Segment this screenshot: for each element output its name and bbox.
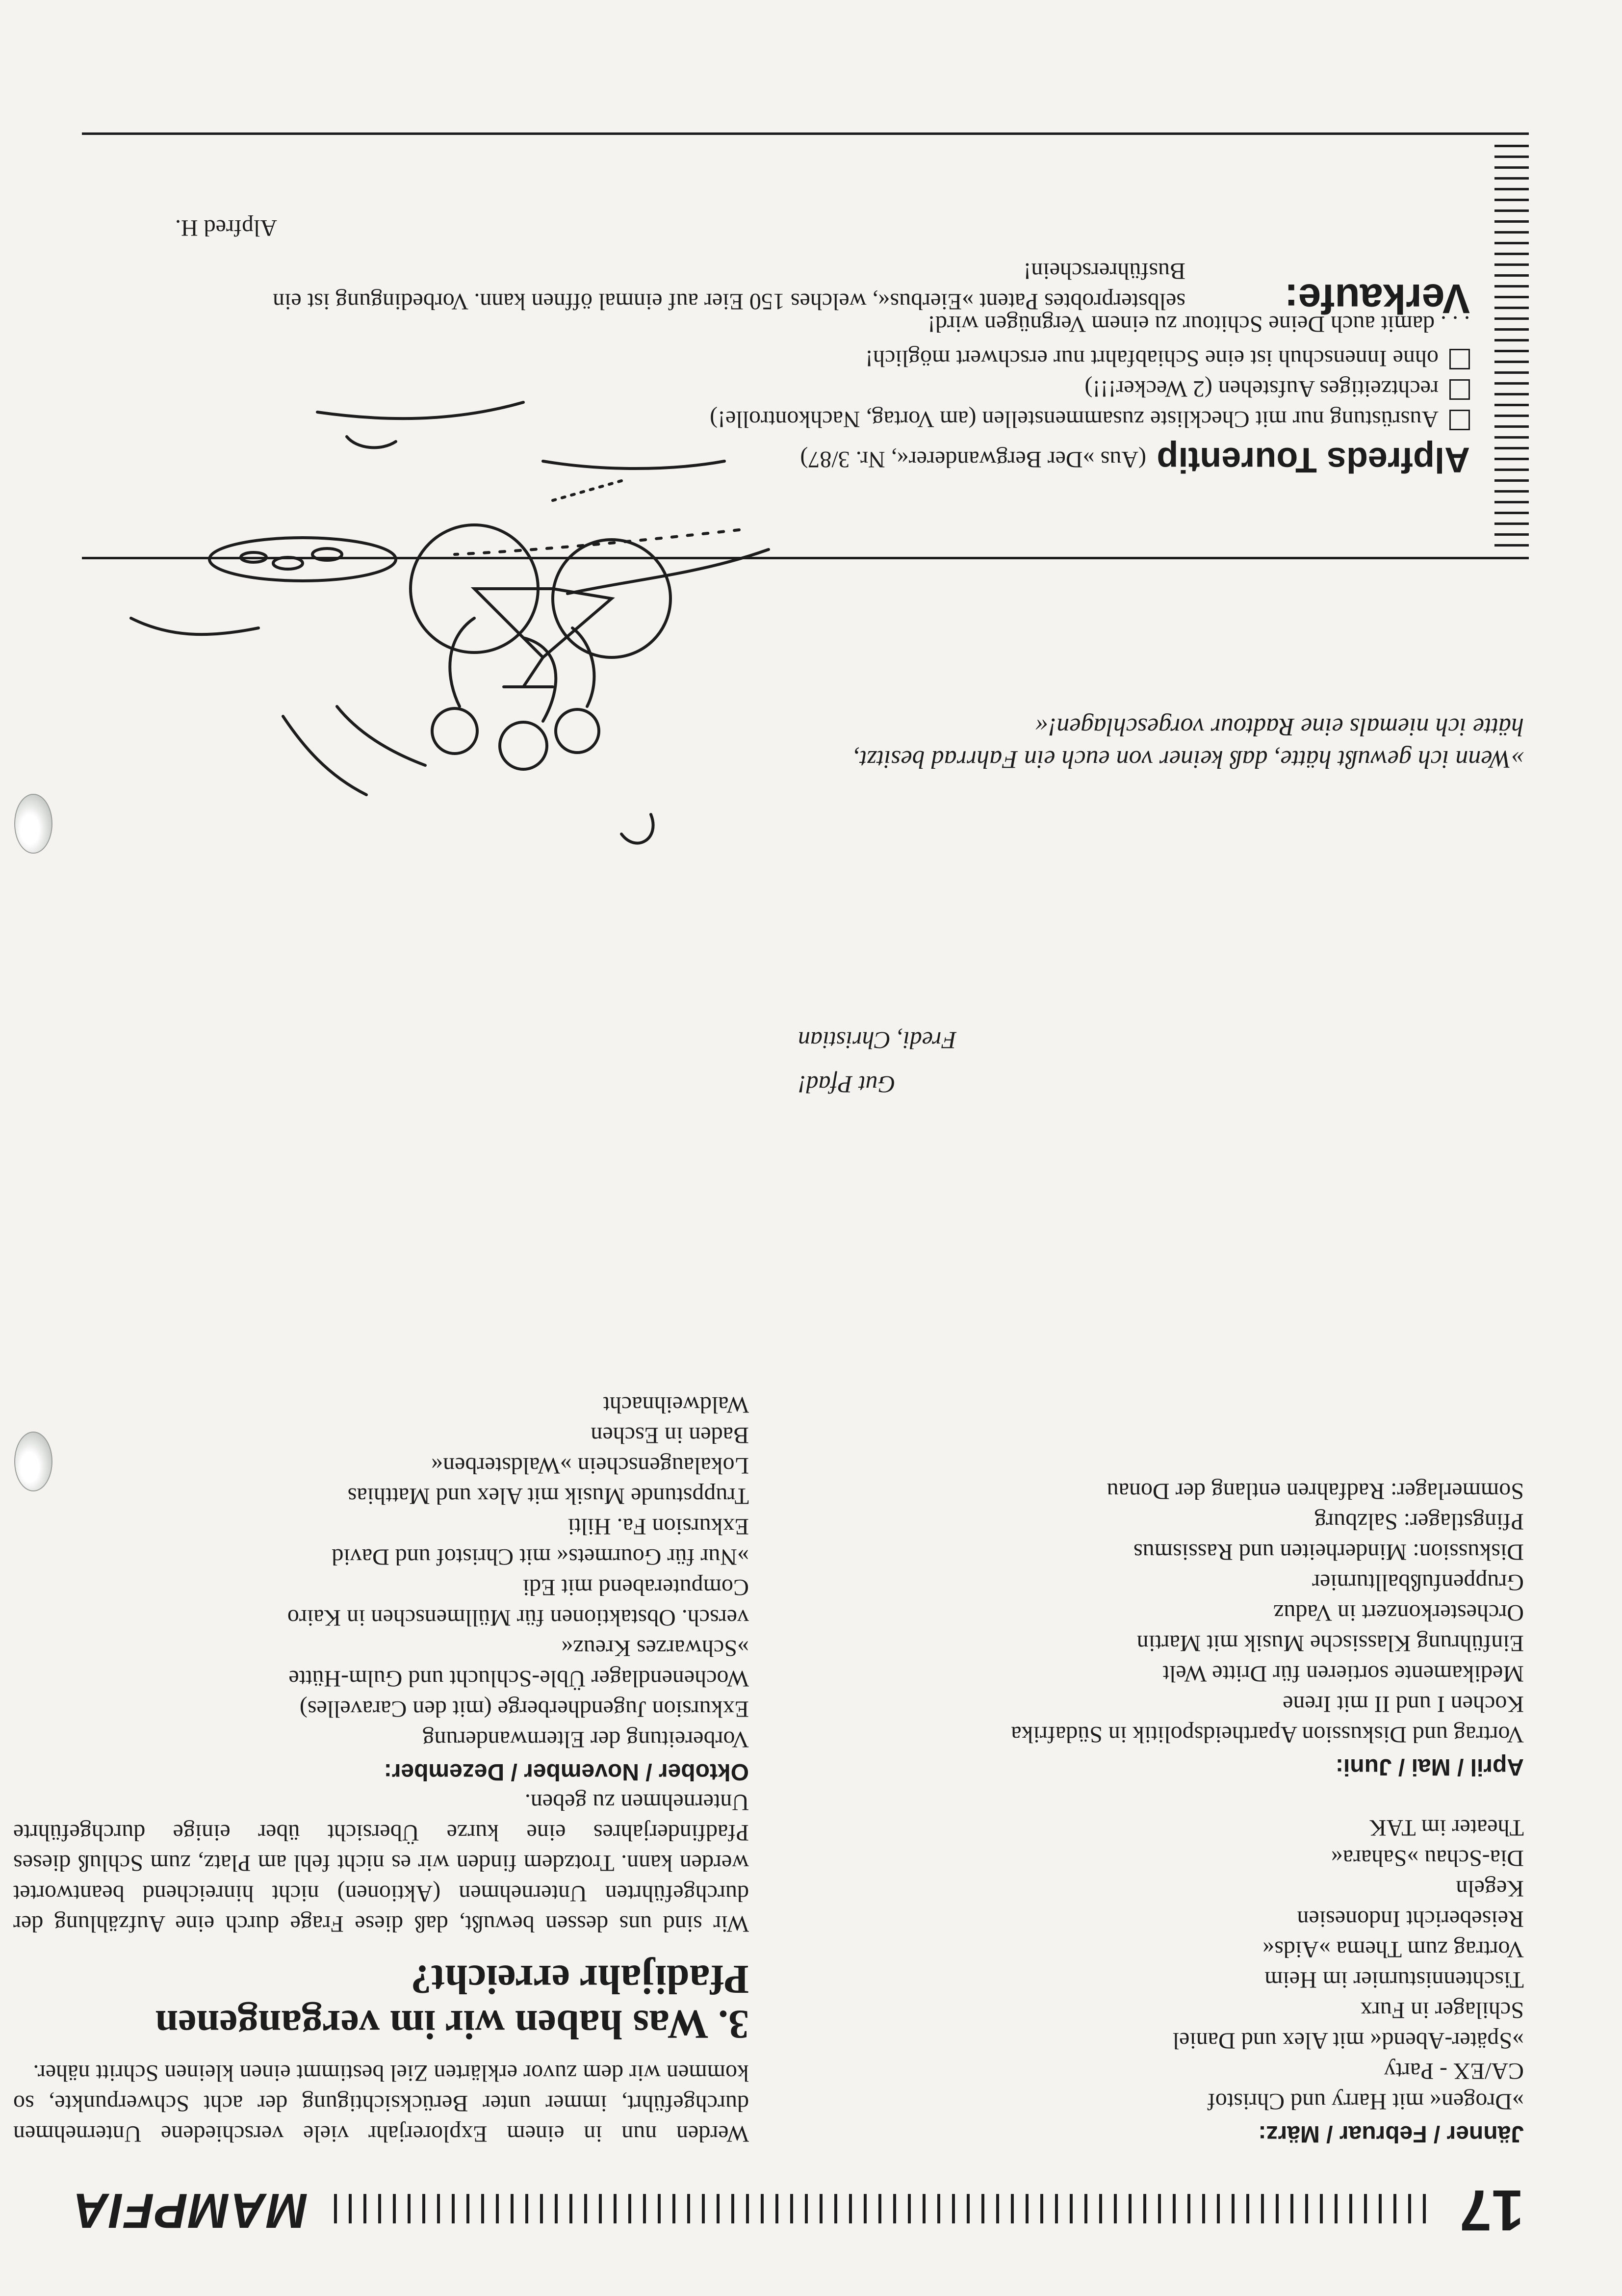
- list-item: Diskussion: Minderheiten und Rassismus: [1133, 1539, 1524, 1565]
- list-item: versch. Obstaktionen für Müllmenschen in Kairo: [287, 1605, 749, 1631]
- activity-block-jan: [798, 1812, 1524, 2149]
- sale-title: Verkaufe:: [1284, 276, 1470, 322]
- activity-list: [798, 1812, 1524, 2116]
- list-item: Vorbereitung der Elternwanderung: [422, 1726, 749, 1752]
- activity-block-apr: [798, 1476, 1524, 1782]
- list-item: Exkursion Fa. Hilti: [567, 1513, 749, 1539]
- list-item: Reisebericht Indonesien: [1297, 1906, 1524, 1932]
- magazine-logo: MAMPFIA: [72, 2183, 308, 2238]
- list-item: Kegeln: [1456, 1876, 1524, 1902]
- tourentip-box: [82, 132, 1529, 559]
- tip-title: Alpfreds Tourentip: [1157, 440, 1470, 479]
- list-item: Theater im TAK: [1369, 1815, 1524, 1841]
- list-item: Einführung Klassische Musik mit Martin: [1136, 1630, 1524, 1656]
- list-item: Kochen I und II mit Irene: [1283, 1691, 1524, 1717]
- block-heading: April / Mai / Juni:: [1335, 1754, 1524, 1780]
- binder-hole: [14, 794, 52, 854]
- list-item: Wochenendlager Üble-Schlucht und Gulm-Hütte: [288, 1666, 749, 1692]
- activity-block-oct: [13, 1389, 749, 1787]
- list-item: Exkursion Jugendherberge (mit den Caravelles): [299, 1696, 749, 1722]
- list-item: Schilager in Furx: [1360, 1997, 1524, 2023]
- list-item: »Nur für Gourmets« mit Christof und David: [332, 1544, 749, 1570]
- list-item: rechtzeitiges Aufstehen (2 Wecker!!!): [479, 373, 1470, 404]
- list-item: Medikamente sortieren für Dritte Welt: [1162, 1661, 1524, 1687]
- block-heading: Jänner / Februar / März:: [1258, 2121, 1524, 2147]
- checkbox-icon: [1449, 379, 1470, 400]
- left-text-column: [13, 1359, 749, 2149]
- block-heading: Oktober / November / Dezember:: [384, 1759, 749, 1785]
- box-rule-pattern: [1494, 145, 1529, 547]
- list-item: Tischtennisturnier im Heim: [1264, 1967, 1524, 1993]
- sale-text: selbsterprobtes Patent »Eierbus«, welches 150 Eier auf einmal öffnen kann. Vorbedingung ist ein Busführerschein!: [273, 258, 1185, 314]
- list-item: »Schwarzes Kreuz«: [561, 1635, 749, 1661]
- list-item: Sommerlager: Radfahren entlang der Donau: [1107, 1478, 1524, 1504]
- list-item: Ausrüstung nur mit Checkliste zusammenstellen (am Vortag, Nachkontrolle!): [479, 404, 1470, 434]
- list-item: Dia-Schau »Sahara«: [1331, 1845, 1524, 1871]
- list-item: Waldweihnacht: [603, 1392, 749, 1418]
- list-item: Computerabend mit Edi: [522, 1574, 749, 1600]
- list-item: Lokalaugenschein »Waldsterben«: [431, 1453, 749, 1479]
- authors-signature: Fredi, Christian: [798, 1027, 957, 1054]
- list-item: »Später-Abend« mit Alex und Daniel: [1172, 2028, 1524, 2054]
- page-number: 17: [1459, 2178, 1524, 2243]
- checkbox-icon: [1449, 410, 1470, 430]
- closing-greeting: Gut Pfad!: [798, 1071, 896, 1098]
- list-item: Orchesterkonzert in Vaduz: [1273, 1600, 1524, 1626]
- list-item: CA/EX - Party: [1384, 2058, 1524, 2084]
- activity-list: [798, 1476, 1524, 1749]
- tip-trailing: . . . damit auch Deine Schitour zu einem Vergnügen wird!: [927, 311, 1470, 337]
- right-text-column: [798, 1445, 1524, 2149]
- list-item: Vortrag und Diskussion Apartheidspolitik in Südafrika: [1011, 1722, 1524, 1748]
- activity-list: [13, 1389, 749, 1754]
- header-rule-pattern: [332, 2194, 1426, 2223]
- page-header: [72, 2178, 1524, 2243]
- sale-signature: Alpfred H.: [175, 215, 277, 241]
- binder-hole: [14, 1432, 52, 1491]
- tip-source: (Aus »Der Bergwanderer«, Nr. 3/87): [800, 446, 1146, 472]
- list-item: Pfingstlager: Salzburg: [1314, 1509, 1524, 1535]
- cartoon-caption: »Wenn ich gewußt hätte, daß keiner von euch ein Fahrrad besitzt, hätte ich niemals eine Radtour vorgeschlagen!«: [853, 713, 1524, 773]
- list-item: Truppstunde Musik mit Alex und Matthias: [347, 1483, 749, 1509]
- list-item: Baden in Eschen: [591, 1422, 749, 1448]
- section-paragraph: Wir sind uns dessen bewußt, daß diese Frage durch eine Aufzählung der durchgeführten Unternehmen (Aktionen) nicht hinreichend beantwortet werden kann. Trotzdem finden wir es nicht fehl am Platz, zum Schluß dieses Pfadfinderjahres eine kurze Übersicht über einige durchgeführte Unternehmen zu geben.: [13, 1789, 749, 1937]
- intro-paragraph: Werden nun in einem Explorerjahr viele verschiedene Unternehmen durchgeführt, immer unter Berücksichtigung der acht Schwerpunkte, so kommen wir dem zuvor erklärten Ziel bestimmt einen kleinen Schritt näher.: [13, 2060, 749, 2147]
- checkbox-icon: [1449, 349, 1470, 369]
- list-item: Vortrag zum Thema »Aids«: [1262, 1936, 1524, 1962]
- list-item: »Drogen« mit Harry und Christof: [1207, 2088, 1524, 2114]
- section-heading: 3. Was haben wir im vergangenen Pfadijahr erreicht?: [155, 1957, 749, 2047]
- list-item: ohne Innenschuh ist eine Schiabfahrt nur erschwert möglich!: [479, 343, 1470, 373]
- tip-checklist: [479, 309, 1470, 434]
- list-item: Gruppenfußballturnier: [1312, 1569, 1524, 1595]
